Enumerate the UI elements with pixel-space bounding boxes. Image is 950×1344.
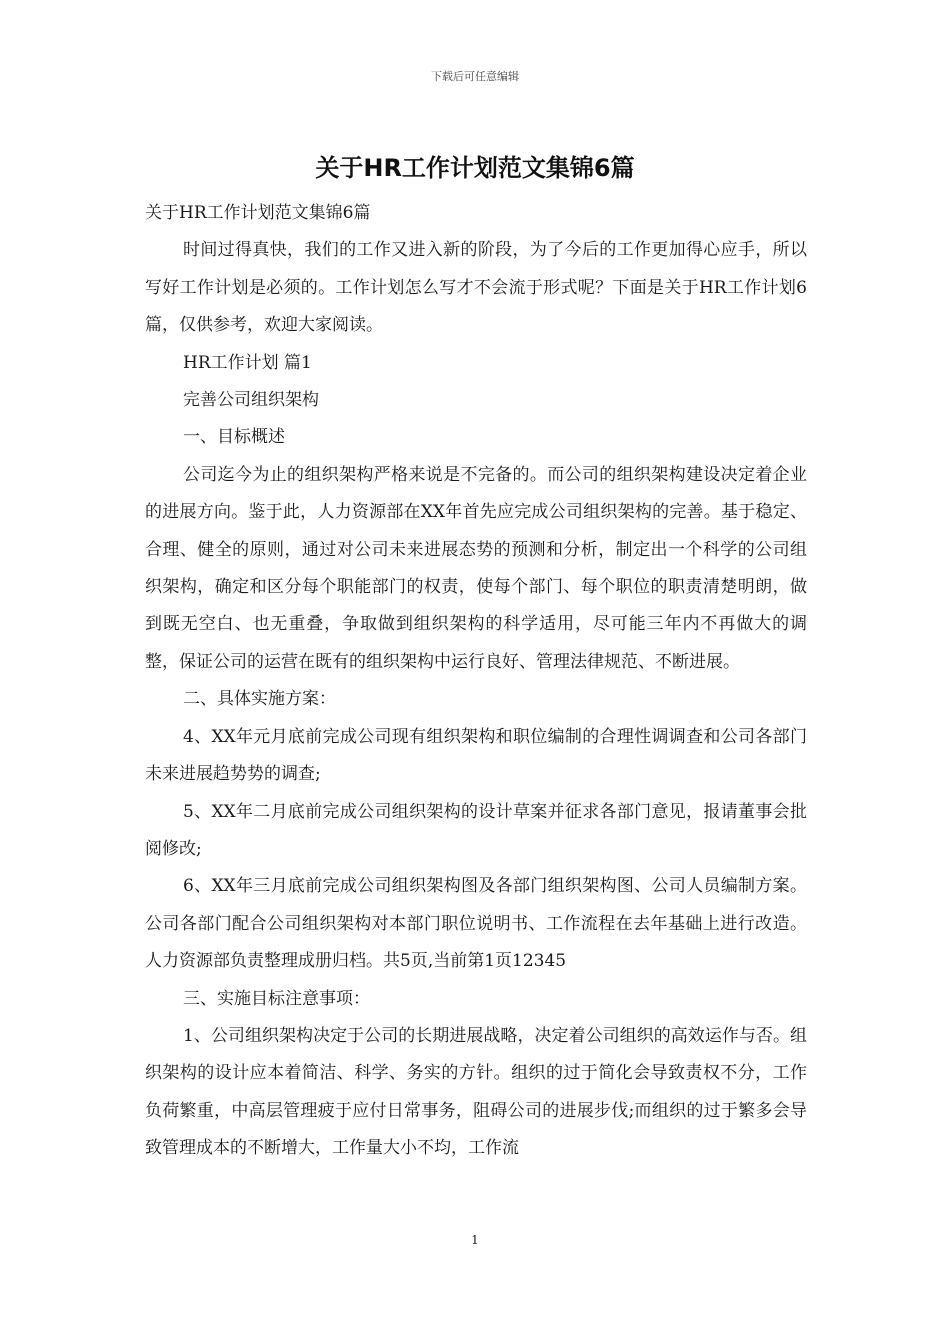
section-heading: 二、具体实施方案： [183,689,336,710]
list-item: 5、XX年二月底前完成公司组织架构的设计草案并征求各部门意见，报请董事会批阅修改; [145,801,807,859]
section-heading: HR工作计划 篇1 [183,352,312,373]
header-note: 下载后可任意编辑 [431,70,519,83]
section-heading: 一、目标概述 [183,427,285,448]
list-item: 4、XX年元月底前完成公司现有组织架构和职位编制的合理性调调查和公司各部门未来进展趋势势的调查; [145,726,807,785]
document-title: 关于HR工作计划范文集锦6篇 [315,154,635,182]
body-paragraph: 时间过得真快，我们的工作又进入新的阶段，为了今后的工作更加得心应手，所以写好工作计划是必须的。工作计划怎么写才不会流于形式呢？下面是关于HR工作计划6篇，仅供参考，欢迎大家阅读。 [145,240,807,336]
list-item: 6、XX年三月底前完成公司组织架构图及各部门组织架构图、公司人员编制方案。公司各部门配合公司组织架构对本部门职位说明书、工作流程在去年基础上进行改造。人力资源部负责整理成册归档。共5页,当前第1页12345 [145,876,807,972]
list-item: 1、公司组织架构决定于公司的长期进展战略，决定着公司组织的高效运作与否。组织架构的设计应本着简洁、科学、务实的方针。组织的过于简化会导致责权不分，工作负荷繁重，中高层管理疲于应付日常事务，阻碍公司的进展步伐;而组织的过于繁多会导致管理成本的不断增大，工作量大小不均，工作流 [145,1025,807,1159]
section-heading: 三、实施目标注意事项： [183,988,370,1009]
page-number: 1 [471,1233,479,1247]
body-paragraph: 公司迄今为止的组织架构严格来说是不完备的。而公司的组织架构建设决定着企业的进展方向。鉴于此，人力资源部在XX年首先应完成公司组织架构的完善。基于稳定、合理、健全的原则，通过对公司未来进展态势的预测和分析，制定出一个科学的公司组织架构，确定和区分每个职能部门的权责，使每个部门、每个职位的职责清楚明朗，做到既无空白、也无重叠，争取做到组织架构的科学适用，尽可能三年内不再做大的调整，保证公司的运营在既有的组织架构中运行良好、管理法律规范、不断进展。 [145,464,807,672]
document-body [145,195,807,1168]
section-heading: 完善公司组织架构 [183,390,319,411]
body-paragraph-subtitle: 关于HR工作计划范文集锦6篇 [145,203,371,223]
